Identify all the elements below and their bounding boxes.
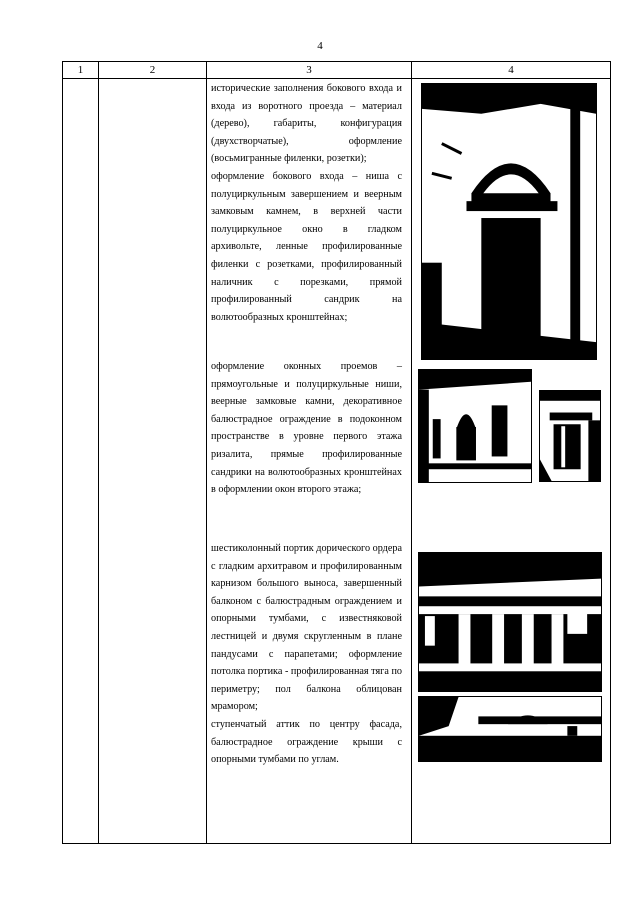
paragraph-side-entrance: оформление бокового входа – ниша с полуциркульным завершением и веерным замковым камнем, в верхней части полуциркульное окно в гладком архивольте, ленные профилированные филенки с розетками, профилированный наличник с порезками, прямой профилированный сандрик на волютообразных кронштейнах;: [211, 170, 402, 323]
paragraph-portico: шестиколонный портик дорического ордера с гладким архитравом и профилированным карнизом большого выноса, завершенный балконом с балюстрадным ограждением и опорными тумбами, с известняковой лестницей и двумя скругленным в плане пандусами с парапетами; оформление потолка портика - профилированная тяга по периметру; пол балкона облицован мрамором;: [211, 543, 402, 713]
description-windows: [211, 358, 402, 499]
window-detail-photo: [539, 390, 601, 482]
header-col-4: 4: [508, 64, 514, 76]
header-col-1: 1: [77, 64, 84, 76]
side-entrance-photo: [421, 83, 597, 360]
column-divider: [411, 62, 412, 843]
header-col-2: 2: [149, 64, 156, 76]
description-side-entrance: [211, 80, 402, 326]
paragraph-windows: оформление оконных проемов – прямоугольные и полуциркульные ниши, веерные замковые камни, декоративное балюстрадное ограждение в подоконном пространстве в уровне первого этажа ризалита, прямые профилированные сандрики на волютообразных кронштейнах в оформлении окон второго этажа;: [211, 361, 402, 496]
description-portico: [211, 540, 402, 769]
header-col-3: 3: [306, 64, 312, 76]
column-divider: [98, 62, 99, 843]
portico-photo: [418, 552, 602, 692]
paragraph-attic: ступенчатый аттик по центру фасада, балюстрадное ограждение крыши с опорными тумбами по углам.: [211, 718, 402, 766]
column-divider: [206, 62, 207, 843]
paragraph-doors: исторические заполнения бокового входа и входа из воротного проезда – материал (дерево), габариты, конфигурация (двухстворчатые), оформление (восьмигранные филенки, розетки);: [211, 83, 402, 165]
header-divider: [63, 78, 610, 79]
page-number: 4: [317, 40, 323, 52]
window-openings-photo: [418, 369, 532, 483]
attic-balustrade-photo: [418, 696, 602, 762]
